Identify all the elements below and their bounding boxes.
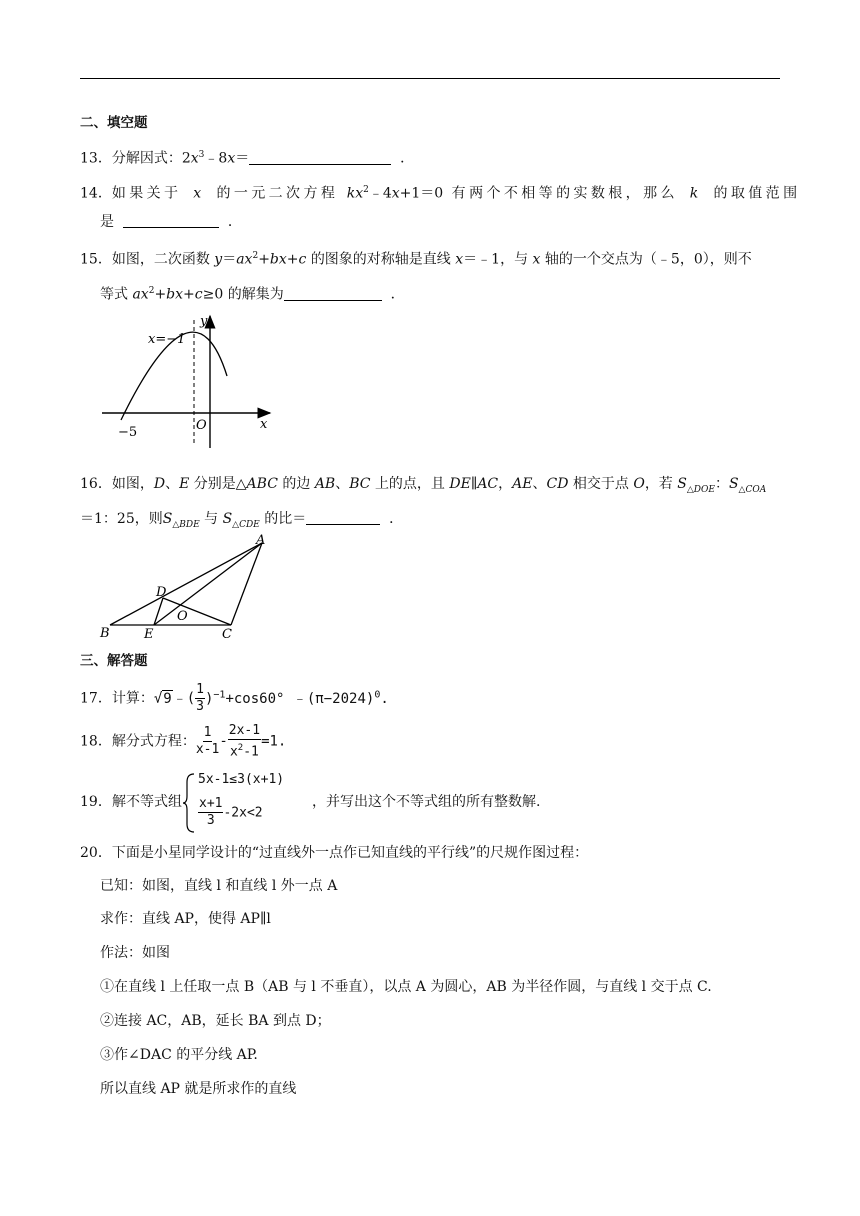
section-title-fill-in: 二、填空题 (80, 115, 148, 131)
system-brace (182, 772, 196, 834)
point-E-label: E (144, 627, 154, 642)
question-15-line2: 等式 $ax^2+bx+c\ge 0$ 的解集为 ． (100, 286, 405, 303)
question-14-line2: 是 ． (100, 214, 242, 230)
question-20-seek: 求作：直线 AP，使得 AP∥l (100, 911, 271, 927)
question-14-line1: 14．如果关于 x 的一元二次方程 $kx^2﹣4x+1=0$ 有两个不相等的实数根，那么 k 的取值范围 (80, 185, 801, 202)
vertex-A-label: A (256, 533, 266, 548)
x-axis-label: x (260, 417, 268, 432)
answer-blank-16[interactable] (306, 510, 380, 525)
neg-five-label: −5 (118, 425, 138, 440)
question-20-conclusion: 所以直线 AP 就是所求作的直线 (100, 1081, 297, 1097)
point-O-label: O (177, 609, 188, 624)
vertex-B-label: B (100, 626, 110, 641)
origin-label: O (196, 418, 207, 433)
segment-DC (163, 598, 231, 625)
question-20-known: 已知：如图，直线 l 和直线 l 外一点 A (100, 878, 338, 894)
question-20-method: 作法：如图 (100, 945, 170, 961)
segment-AE (154, 543, 262, 625)
section-title-solutions: 三、解答题 (80, 653, 148, 669)
vertex-C-label: C (222, 627, 232, 642)
answer-blank-15[interactable] (284, 286, 382, 301)
question-18: 18．解分式方程： $\frac{1}{x-1}$ - $\frac{2x-1}{x^2-1}$ =1. (80, 723, 287, 760)
figure-16-triangle (96, 530, 286, 642)
answer-blank-13[interactable] (249, 150, 391, 165)
point-D-label: D (156, 585, 167, 600)
question-20-step1: ①在直线 l 上任取一点 B（AB 与 l 不垂直），以点 A 为圆心，AB 为半径作圆，与直线 l 交于点 C. (100, 979, 712, 995)
header-rule (80, 78, 780, 79)
answer-blank-14[interactable] (123, 213, 219, 228)
question-20-intro: 20．下面是小星同学设计的“过直线外一点作已知直线的平行线”的尺规作图过程： (80, 845, 589, 861)
y-axis-label: y (200, 314, 208, 329)
question-17: 17．计算：√9﹣( $\frac{1}{3}$ )$^{-1}$+cos60° $﹣(\pi-2024)^0$. (80, 682, 389, 715)
figure-15-parabola (96, 308, 286, 458)
question-16-line2: ＝1：25，则$S_{\triangle BDE}$ 与 $S_{\triangle CDE}$ 的比＝ ． (80, 511, 404, 530)
question-16-line1: 16．如图，D、E 分别是△ABC 的边 AB、BC 上的点，且 DE∥AC，AE、CD 相交于点 O，若 $S_{\triangle DOE}$：$S_{\triangle COA}$ (80, 476, 767, 495)
question-20-step3: ③作∠DAC 的平分线 AP. (100, 1047, 258, 1063)
question-13: 13．分解因式：$2x^3﹣8x=$ ． (80, 150, 415, 167)
question-20-step2: ②连接 AC，AB，延长 BA 到点 D； (100, 1013, 331, 1029)
symmetry-axis-label: x=−1 (148, 332, 186, 347)
question-15-line1: 15．如图，二次函数 $y=ax^2+bx+c$ 的图象的对称轴是直线 x＝﹣1，与 x 轴的一个交点为（﹣5，0），则不 (80, 251, 752, 268)
